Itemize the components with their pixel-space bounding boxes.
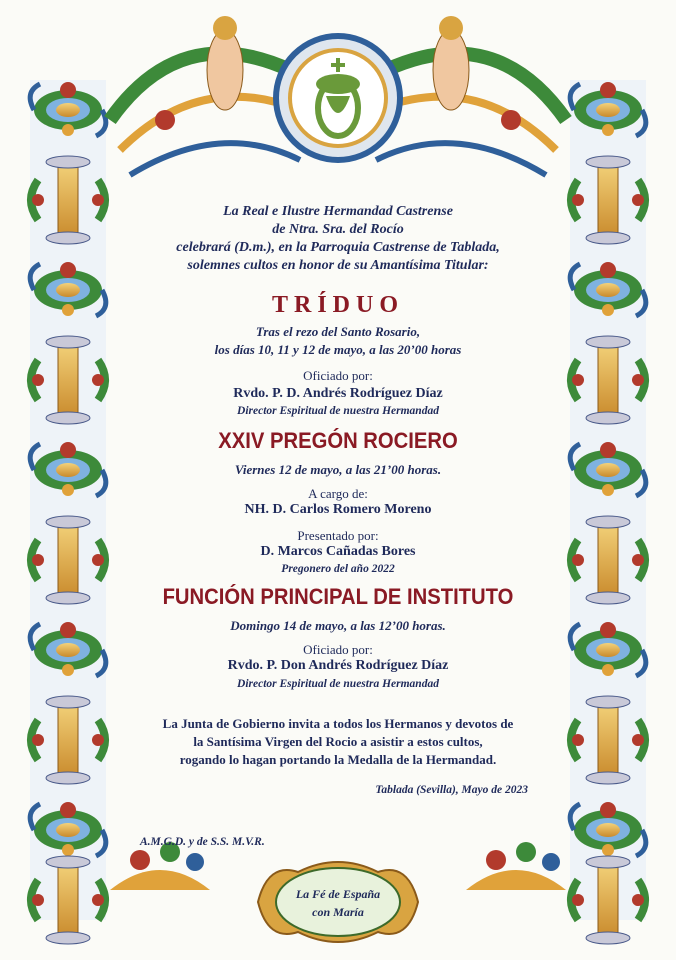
left-border-column (30, 80, 106, 944)
funcion-officiant: Rvdo. P. Don Andrés Rodríguez Díaz (227, 658, 449, 673)
triduo-line-1: Tras el rezo del Santo Rosario, (255, 324, 421, 339)
footer-motto: A.M.G.D. y de S.S. M.V.R. (140, 836, 265, 848)
funcion-officiated-label: Oficiado por: (303, 642, 373, 657)
pregon-date: Viernes 12 de mayo, a las 21’00 horas. (234, 462, 442, 477)
medal-emblem (276, 36, 400, 160)
pregon-by: NH. D. Carlos Romero Moreno (244, 502, 432, 517)
triduo-officiated-label: Oficiado por: (303, 368, 373, 383)
pregon-title: XXIV PREGÓN ROCIERO (218, 428, 458, 453)
triduo-officiant-role: Director Espiritual de nuestra Hermandad (237, 405, 439, 417)
right-border-column (570, 80, 646, 944)
triduo-title: TRÍDUO (271, 292, 404, 318)
funcion-title: FUNCIÓN PRINCIPAL DE INSTITUTO (162, 584, 514, 609)
pregon-presenter-role: Pregonero del año 2022 (281, 563, 395, 575)
invitation-line-2: la Santísima Virgen del Rocio a asistir a estos cultos, (193, 734, 483, 749)
pregon-presenter: D. Marcos Cañadas Bores (260, 544, 416, 559)
triduo-officiant: Rvdo. P. D. Andrés Rodríguez Díaz (233, 386, 443, 401)
triduo-line-2: los días 10, 11 y 12 de mayo, a las 20’00 horas (214, 342, 462, 357)
notice-body (120, 200, 556, 870)
badge-line-2: con María (312, 905, 364, 919)
pregon-presented-label: Presentado por: (297, 528, 379, 543)
invitation-line-1: La Junta de Gobierno invita a todos los Hermanos y devotos de (162, 716, 514, 731)
intro-line-1: La Real e Ilustre Hermandad Castrense (223, 204, 453, 219)
funcion-officiant-role: Director Espiritual de nuestra Hermandad (237, 678, 439, 690)
place-date: Tablada (Sevilla), Mayo de 2023 (375, 784, 528, 796)
intro-line-4: solemnes cultos en honor de su Amantísima Titular: (187, 258, 489, 273)
intro-line-2: de Ntra. Sra. del Rocío (272, 222, 404, 237)
invitation-line-3: rogando lo hagan portando la Medalla de la Hermandad. (179, 752, 497, 767)
funcion-date: Domingo 14 de mayo, a las 12’00 horas. (230, 618, 446, 633)
pregon-by-label: A cargo de: (308, 486, 368, 501)
badge-line-1: La Fé de España (295, 887, 381, 901)
intro-line-3: celebrará (D.m.), en la Parroquia Castrense de Tablada, (176, 240, 500, 255)
